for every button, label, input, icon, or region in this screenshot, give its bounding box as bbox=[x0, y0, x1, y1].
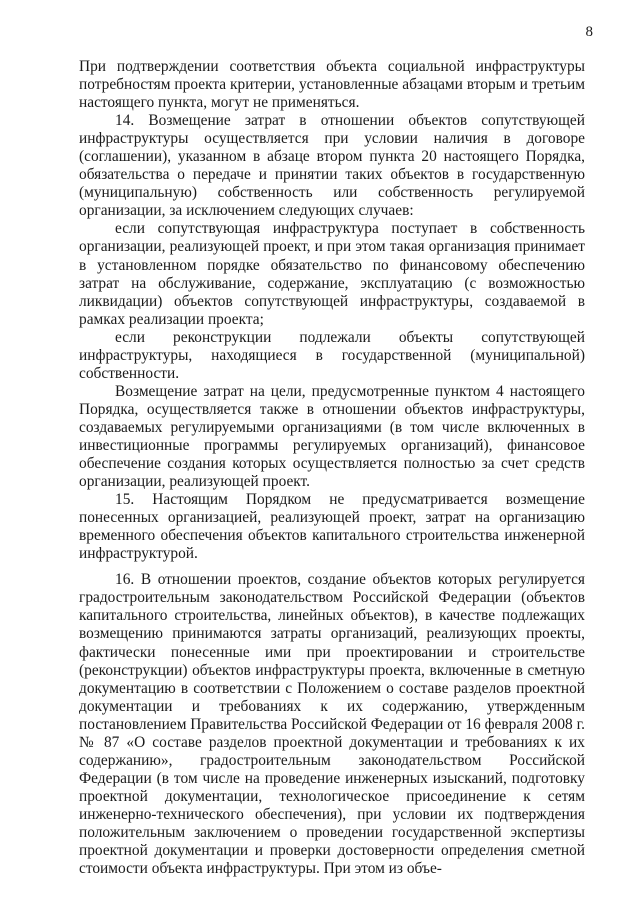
paragraph-4: если реконструкции подлежали объекты сопутствующей инфраструктуры, находящиеся в государственной (муниципальной) собственности. bbox=[79, 328, 585, 382]
paragraph-3: если сопутствующая инфраструктура поступает в собственность организации, реализующей проект, и при этом такая организация принимает в установленном порядке обязательство по финансовому обеспечению затрат на обслуживание, содержание, эксплуатацию (с возможностью ликвидации) объектов сопутствующей инфраструктуры, создаваемой в рамках реализации проекта; bbox=[79, 220, 585, 328]
paragraph-6: 15. Настоящим Порядком не предусматривается возмещение понесенных организацией, реализующей проект, затрат на организацию временного обеспечения объектов капитального строительства инженерной инфраструктурой. bbox=[79, 491, 585, 563]
page-number: 8 bbox=[585, 24, 593, 40]
paragraph-2: 14. Возмещение затрат в отношении объектов сопутствующей инфраструктуры осуществляется при условии наличия в договоре (соглашении), указанном в абзаце втором пункта 20 настоящего Порядка, обязательства о передаче и принятии таких объектов в государственную (муниципальную) собственность или собственность регулируемой организации, за исключением следующих случаев: bbox=[79, 112, 585, 220]
document-body bbox=[79, 58, 585, 878]
paragraph-7: 16. В отношении проектов, создание объектов которых регулируется градостроительным законодательством Российской Федерации (объектов капитального строительства, линейных объектов), в качестве подлежащих возмещению принимаются затраты организаций, реализующих проекты, фактически понесенные ими при проектировании и строительстве (реконструкции) объектов инфраструктуры проекта, включенные в сметную документацию в соответствии с Положением о составе разделов проектной документации и требованиях к их содержанию, утвержденным постановлением Правительства Российской Федерации от 16 февраля 2008 г. № 87 «О составе разделов проектной документации и требованиях к их содержанию», градостроительным законодательством Российской Федерации (в том числе на проведение инженерных изысканий, подготовку проектной документации, технологическое присоединение к сетям инженерно-технического обеспечения), при условии их подтверждения положительным заключением о проведении государственной экспертизы проектной документации и проверки достоверности определения сметной стоимости объекта инфраструктуры. При этом из объе- bbox=[79, 571, 585, 878]
paragraph-5: Возмещение затрат на цели, предусмотренные пунктом 4 настоящего Порядка, осуществляется также в отношении объектов инфраструктуры, создаваемых регулируемыми организациями (в том числе включенных в инвестиционные программы регулируемых организаций), финансовое обеспечение создания которых осуществляется полностью за счет средств организации, реализующей проект. bbox=[79, 382, 585, 491]
paragraph-1: При подтверждении соответствия объекта социальной инфраструктуры потребностям проекта критерии, установленные абзацами вторым и третьим настоящего пункта, могут не применяться. bbox=[79, 58, 585, 112]
